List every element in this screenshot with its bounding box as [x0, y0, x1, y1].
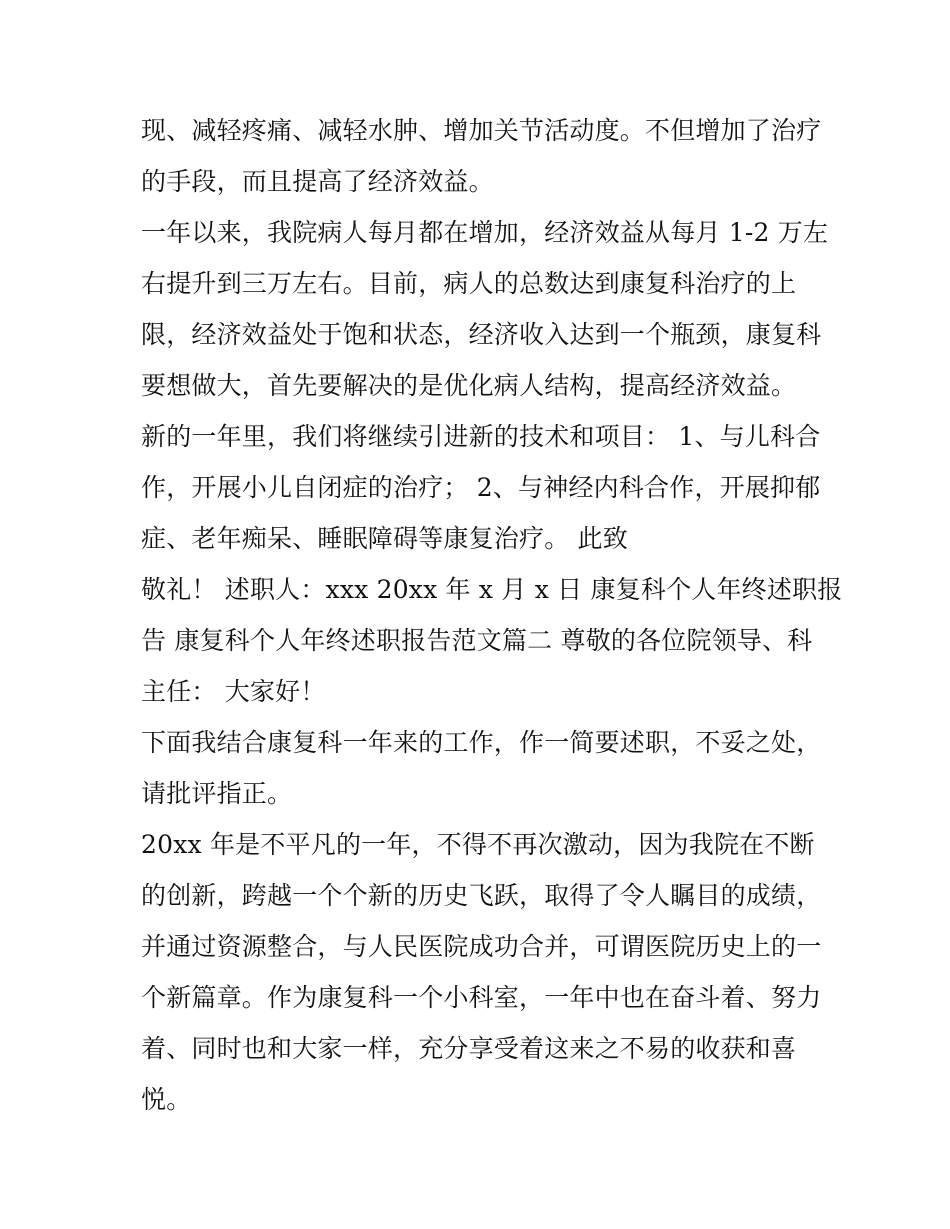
- text-line: 主任： 大家好！: [141, 677, 326, 706]
- text-line: 要想做大，首先要解决的是优化病人结构，提高经济效益。: [141, 371, 797, 400]
- text-line: 20xx 年是不平凡的一年，不得不再次激动，因为我院在不断: [141, 830, 815, 859]
- text-line: 悦。: [141, 1085, 192, 1114]
- text-line: 作，开展小儿自闭症的治疗； 2、与神经内科合作，开展抑郁: [141, 473, 821, 502]
- text-line: 现、减轻疼痛、减轻水肿、增加关节活动度。不但增加了治疗: [141, 116, 822, 145]
- text-line: 并通过资源整合，与人民医院成功合并，可谓医院历史上的一: [141, 932, 822, 961]
- text-line: 症、老年痴呆、睡眠障碍等康复治疗。 此致: [141, 524, 628, 553]
- document-body: [141, 105, 843, 1125]
- text-line: 下面我结合康复科一年来的工作，作一简要述职，不妥之处，: [141, 728, 822, 757]
- text-line: 右提升到三万左右。目前，病人的总数达到康复科治疗的上: [141, 269, 797, 298]
- text-line: 敬礼！ 述职人：xxx 20xx 年 x 月 x 日 康复科个人年终述职报: [141, 575, 843, 604]
- text-line: 的手段，而且提高了经济效益。: [141, 167, 494, 196]
- text-line: 请批评指正。: [141, 779, 293, 808]
- text-line: 着、同时也和大家一样，充分享受着这来之不易的收获和喜: [141, 1034, 797, 1063]
- text-line: 一年以来，我院病人每月都在增加，经济效益从每月 1-2 万左: [141, 218, 829, 247]
- text-line: 的创新，跨越一个个新的历史飞跃，取得了令人瞩目的成绩，: [141, 881, 822, 910]
- text-line: 限，经济效益处于饱和状态，经济收入达到一个瓶颈，康复科: [141, 320, 822, 349]
- text-line: 新的一年里，我们将继续引进新的技术和项目： 1、与儿科合: [141, 422, 821, 451]
- text-line: 个新篇章。作为康复科一个小科室，一年中也在奋斗着、努力: [141, 983, 822, 1012]
- text-line: 告 康复科个人年终述职报告范文篇二 尊敬的各位院领导、科: [141, 626, 813, 655]
